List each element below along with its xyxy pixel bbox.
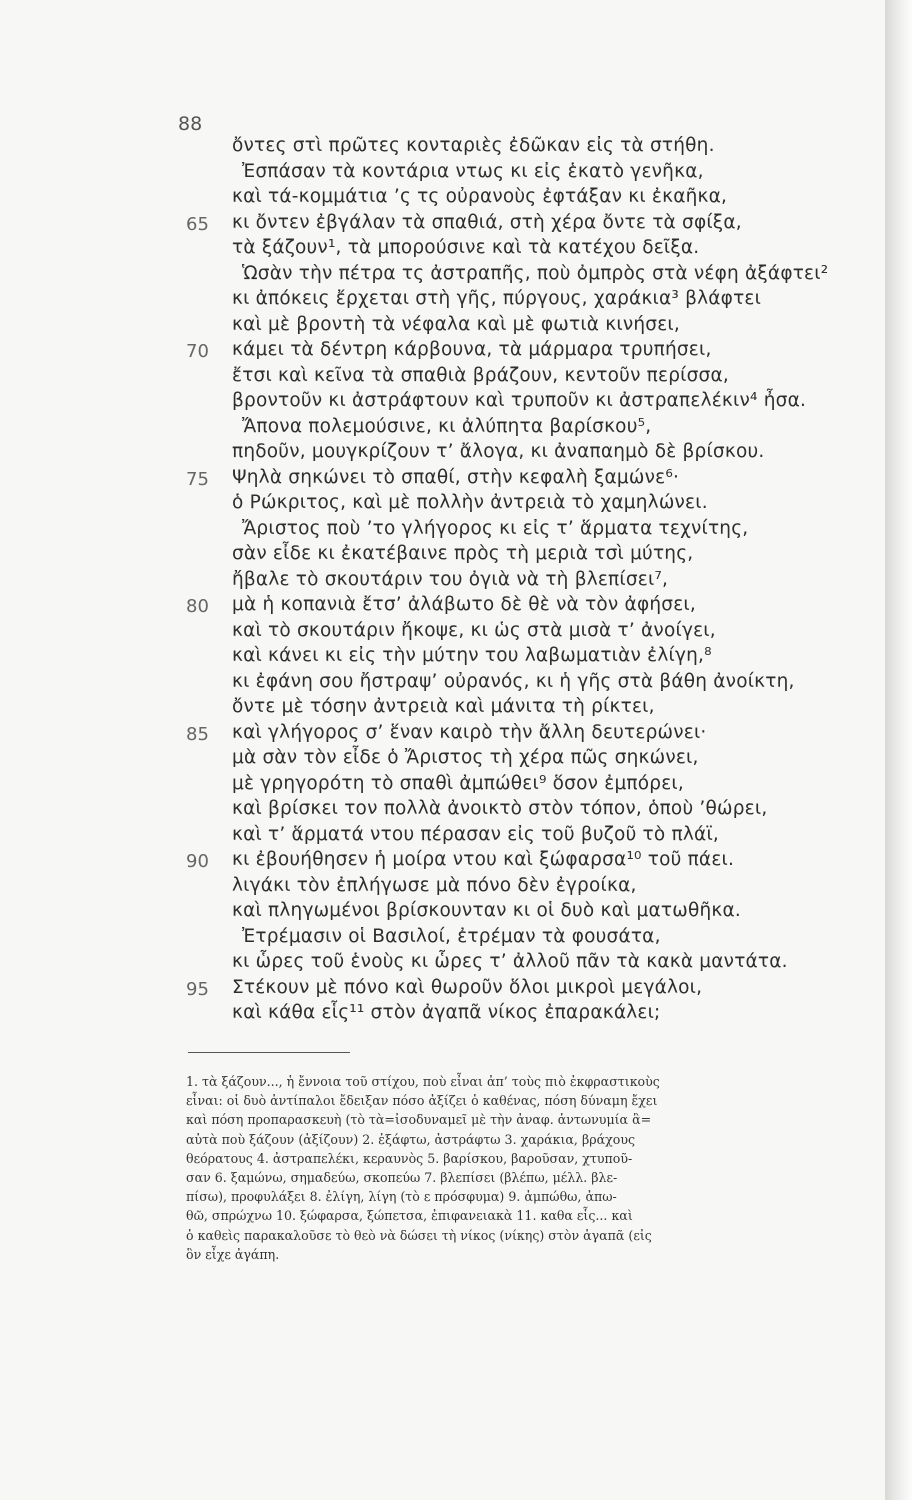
line-number: 85 [186, 723, 209, 745]
verse-line [0, 212, 912, 238]
verse-text: τὰ ξάζουν¹, τὰ μπορούσινε καὶ τὰ κατέχου δεῖξα. [232, 237, 700, 258]
verse-text: καὶ τά-κομμάτια ’ς τς οὐρανοὺς ἐφτάξαν κι ἐκαῆκα, [232, 186, 728, 207]
verse-line [0, 365, 912, 391]
verse-line [0, 492, 912, 518]
footnote-line: θεόρατους 4. ἀστραπελέκι, κεραυνὸς 5. βαρίσκου, βαροῦσαν, χτυποῦ- [186, 1150, 633, 1166]
verse-line [0, 747, 912, 773]
footnote-line: θῶ, σπρώχνω 10. ξώφαρσα, ξώπετσα, ἐπιφανειακὰ 11. καθα εἷς... καὶ [186, 1208, 633, 1224]
verse-text: κι ὧρες τοῦ ἑνοὺς κι ὧρες τ’ ἀλλοῦ πᾶν τὰ κακὰ μαντάτα. [232, 951, 788, 972]
verse-line [0, 569, 912, 595]
footnote-line: σαν 6. ξαμώνω, σημαδεύω, σκοπεύω 7. βλεπίσει (βλέπω, μέλλ. βλε- [186, 1170, 618, 1186]
verse-text: κι ὄντεν ἐβγάλαν τὰ σπαθιά, στὴ χέρα ὄντε τὰ σφίξα, [232, 211, 742, 233]
verse-line [0, 288, 912, 314]
verse-text: καὶ πληγωμένοι βρίσκουνταν κι οἱ δυὸ καὶ ματωθῆκα. [232, 900, 741, 921]
verse-text: λιγάκι τὸν ἐπλήγωσε μὰ πόνο δὲν ἐγροίκα, [232, 874, 637, 896]
footnote-line: καὶ πόση προπαρασκευὴ (τὸ τὰ=ἰσοδυναμεῖ μὲ τὴν ἀναφ. ἀντωνυμία ἃ= [186, 1112, 652, 1128]
verse-text: Ἐτρέμασιν οἱ Βασιλοί, ἐτρέμαν τὰ φουσάτα, [242, 925, 661, 947]
verse-line [0, 849, 912, 875]
line-number: 65 [186, 213, 209, 235]
verse-text: καὶ βρίσκει τον πολλὰ ἀνοικτὸ στὸν τόπον, ὁποὺ ’θώρει, [232, 798, 768, 819]
verse-line [0, 237, 912, 263]
verse-text: κάμει τὰ δέντρη κάρβουνα, τὰ μάρμαρα τρυπήσει, [232, 339, 712, 360]
verse-text: μὰ σὰν τὸν εἶδε ὁ Ἄριστος τὴ χέρα πῶς σηκώνει, [232, 747, 699, 768]
verse-text: Ἐσπάσαν τὰ κοντάρια ντως κι εἰς ἑκατὸ γενῆκα, [242, 160, 704, 182]
verse-text: Στέκουν μὲ πόνο καὶ θωροῦν ὅλοι μικροὶ μεγάλοι, [232, 976, 703, 998]
footnote-line: εἶναι: οἱ δυὸ ἀντίπαλοι ἔδειξαν πόσο ἀξίζει ὁ καθένας, πόση δύναμη ἔχει [186, 1093, 658, 1109]
line-number: 70 [186, 341, 209, 362]
verse-text: ὄντες στὶ πρῶτες κονταριὲς ἐδῶκαν εἰς τὰ στήθη. [232, 135, 715, 156]
verse-text: Ὡσὰν τὴν πέτρα τς ἀστραπῆς, ποὺ ὀμπρὸς στὰ νέφη ἀξάφτει² [242, 262, 829, 284]
verse-text: ἔτσι καὶ κεῖνα τὰ σπαθιὰ βράζουν, κεντοῦν περίσσα, [232, 364, 729, 386]
verse-line [0, 263, 912, 289]
footnote-divider [188, 1052, 350, 1053]
verse-line [0, 314, 912, 340]
verse-line [0, 135, 912, 161]
verse-line [0, 339, 912, 365]
verse-line [0, 543, 912, 569]
verse-text: Ψηλὰ σηκώνει τὸ σπαθί, στὴν κεφαλὴ ξαμώνε⁶· [232, 466, 680, 488]
verse-text: Ἄπονα πολεμούσινε, κι ἀλύπητα βαρίσκου⁵, [242, 415, 652, 437]
verse-line [0, 977, 912, 1003]
verse-line [0, 951, 912, 977]
footnote-line: ὁ καθεὶς παρακαλοῦσε τὸ θεὸ νὰ δώσει τὴ νίκος (νίκης) στὸν ἀγαπᾶ (εἰς [186, 1227, 652, 1243]
verse-line [0, 1002, 912, 1028]
verse-text: κι ἐβουήθησεν ἡ μοίρα ντου καὶ ξώφαρσα¹⁰ τοῦ πάει. [232, 849, 735, 870]
verse-text: μὲ γρηγορότη τὸ σπαθὶ ἀμπώθει⁹ ὅσον ἐμπόρει, [232, 772, 684, 794]
verse-line [0, 594, 912, 620]
footnotes [186, 1072, 831, 1264]
verse-line [0, 696, 912, 722]
footnote-line: αὐτὰ ποὺ ξάζουν (ἀξίζουν) 2. ἐξάφτω, ἀστράφτω 3. χαράκια, βράχους [186, 1131, 636, 1147]
verse-line [0, 773, 912, 799]
verse-line [0, 467, 912, 493]
verse-text: σὰν εἶδε κι ἐκατέβαινε πρὸς τὴ μεριὰ τσὶ μύτης, [232, 543, 694, 564]
verse-text: καὶ μὲ βροντὴ τὰ νέφαλα καὶ μὲ φωτιὰ κινήσει, [232, 313, 680, 335]
verse-line [0, 926, 912, 952]
verse-text: ὄντε μὲ τόσην ἀντρειὰ καὶ μάνιτα τὴ ρίκτει, [232, 696, 655, 717]
verse-line [0, 161, 912, 187]
verse-line [0, 671, 912, 697]
verse-line [0, 441, 912, 467]
verse-line [0, 390, 912, 416]
verse-line [0, 900, 912, 926]
verse-text: καὶ κάθα εἷς¹¹ στὸν ἀγαπᾶ νίκος ἐπαρακάλει; [232, 1002, 661, 1023]
verse-line [0, 645, 912, 671]
verse-text: καὶ τ’ ἅρματά ντου πέρασαν εἰς τοῦ βυζοῦ τὸ πλάϊ, [232, 823, 719, 845]
verse-line [0, 722, 912, 748]
verse-text: μὰ ἡ κοπανιὰ ἔτσ’ ἀλάβωτο δὲ θὲ νὰ τὸν ἀφήσει, [232, 594, 696, 615]
page-number: 88 [178, 113, 203, 135]
verse-line [0, 416, 912, 442]
footnote-line: 1. τὰ ξάζουν..., ἡ ἔννοια τοῦ στίχου, ποὺ εἶναι ἀπ’ τοὺς πιὸ ἐκφραστικοὺς [186, 1074, 660, 1089]
verse-text: καὶ γλήγορος σ’ ἕναν καιρὸ τὴν ἄλλη δευτερώνει· [232, 721, 707, 743]
line-number: 90 [186, 851, 209, 872]
verse-text: ἤβαλε τὸ σκουτάριν του ὀγιὰ νὰ τὴ βλεπίσει⁷, [232, 568, 669, 590]
verse-text: κι ἀπόκεις ἔρχεται στὴ γῆς, πύργους, χαράκια³ βλάφτει [232, 288, 762, 309]
line-number: 80 [186, 596, 209, 617]
poem-text [0, 135, 912, 1028]
verse-line [0, 798, 912, 824]
footnote-line: ὃν εἶχε ἀγάπη. [186, 1246, 280, 1262]
verse-line [0, 875, 912, 901]
verse-text: καὶ τὸ σκουτάριν ἤκοψε, κι ὡς στὰ μισὰ τ’ ἀνοίγει, [232, 619, 716, 641]
line-number: 95 [186, 978, 209, 1000]
verse-text: ὁ Ρώκριτος, καὶ μὲ πολλὴν ἀντρειὰ τὸ χαμηλώνει. [232, 492, 708, 513]
verse-line [0, 518, 912, 544]
verse-text: καὶ κάνει κι εἰς τὴν μύτην του λαβωματιὰν ἐλίγη,⁸ [232, 645, 712, 666]
line-number: 75 [186, 468, 209, 490]
verse-text: κι ἐφάνη σου ἤστραψ’ οὐρανός, κι ἡ γῆς στὰ βάθη ἀνοίκτη, [232, 670, 795, 692]
verse-line [0, 824, 912, 850]
footnote-line: πίσω), προφυλάξει 8. ἐλίγη, λίγη (τὸ ε πρόσφυμα) 9. ἀμπώθω, ἀπω- [186, 1189, 617, 1205]
verse-line [0, 620, 912, 646]
verse-text: Ἄριστος ποὺ ’το γλήγορος κι εἰς τ’ ἅρματα τεχνίτης, [242, 517, 749, 539]
verse-text: βροντοῦν κι ἀστράφτουν καὶ τρυποῦν κι ἀστραπελέκιν⁴ ἦσα. [232, 390, 807, 411]
verse-line [0, 186, 912, 212]
verse-text: πηδοῦν, μουγκρίζουν τ’ ἄλογα, κι ἀναπαημὸ δὲ βρίσκου. [232, 441, 765, 462]
